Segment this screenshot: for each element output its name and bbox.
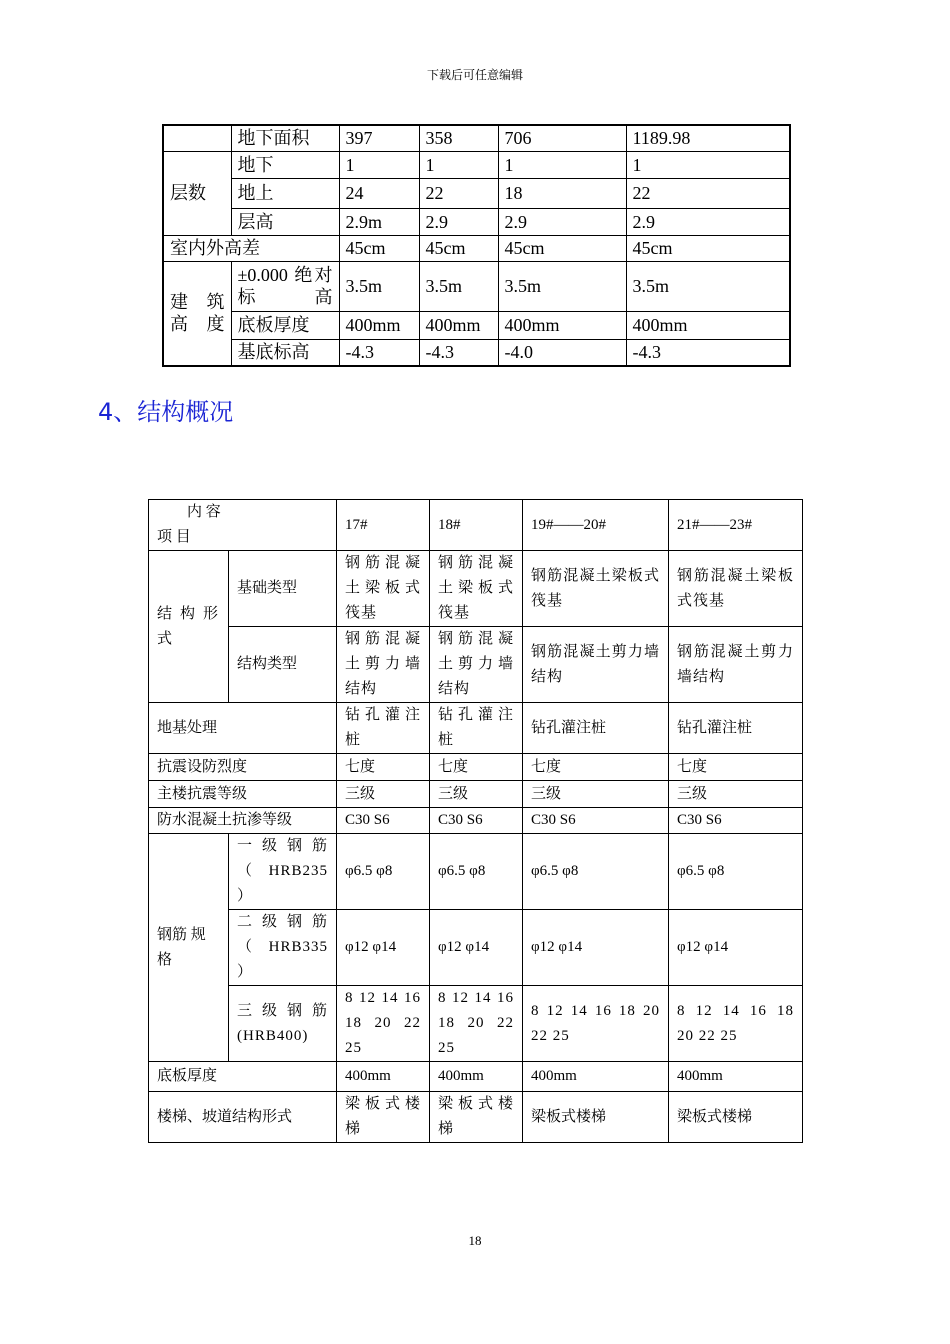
table-cell: 397 <box>339 125 419 151</box>
table-row <box>149 986 803 1062</box>
table-row <box>149 1062 803 1092</box>
table-cell: 2.9 <box>498 208 626 235</box>
page-number: 18 <box>468 1233 482 1248</box>
row-label: 楼梯、坡道结构形式 <box>149 1092 337 1143</box>
table-cell: 梁板式楼梯 <box>337 1092 430 1143</box>
table-cell: C30 S6 <box>337 808 430 834</box>
table-cell: φ6.5 φ8 <box>523 834 669 910</box>
table-cell: 24 <box>339 178 419 208</box>
table-cell: 七度 <box>337 754 430 781</box>
table-row <box>149 781 803 808</box>
table-cell <box>163 125 231 151</box>
table-header-row <box>149 500 803 551</box>
table-cell: 钢筋混凝土剪力墙结构 <box>430 627 523 703</box>
row-label: 底板厚度 <box>149 1062 337 1092</box>
table-cell: 400mm <box>626 311 790 339</box>
table-cell: 706 <box>498 125 626 151</box>
table-row <box>149 627 803 703</box>
table-cell: 8 12 14 16 18 20 22 25 <box>337 986 430 1062</box>
row-label: ±0.000 绝对标高 <box>231 261 339 311</box>
table-cell: 22 <box>626 178 790 208</box>
table-cell: 3.5m <box>419 261 498 311</box>
building-parameters-table <box>162 124 791 367</box>
table-cell: 三级 <box>337 781 430 808</box>
table-cell: -4.3 <box>419 339 498 366</box>
table-cell: 三级 <box>669 781 803 808</box>
column-header: 18# <box>430 500 523 551</box>
table-cell: 358 <box>419 125 498 151</box>
group-label: 结 构 形 式 <box>149 551 229 703</box>
row-label: 地下面积 <box>231 125 339 151</box>
corner-top-label: 内 容 <box>187 504 221 520</box>
table-cell: 七度 <box>430 754 523 781</box>
table-row <box>149 808 803 834</box>
row-label: 主楼抗震等级 <box>149 781 337 808</box>
table-cell: 钢筋混凝土剪力墙结构 <box>669 627 803 703</box>
corner-bottom-label: 项 目 <box>157 529 191 545</box>
table-cell: 2.9 <box>626 208 790 235</box>
table-cell: 钢筋混凝土梁板式筏基 <box>523 551 669 627</box>
table-cell: 400mm <box>419 311 498 339</box>
table-cell: 钢筋混凝土剪力墙结构 <box>523 627 669 703</box>
table-cell: 2.9m <box>339 208 419 235</box>
table-cell: 钻孔灌注桩 <box>523 703 669 754</box>
table-cell: φ6.5 φ8 <box>669 834 803 910</box>
table-cell: 3.5m <box>498 261 626 311</box>
row-label: 抗震设防烈度 <box>149 754 337 781</box>
table-cell: φ12 φ14 <box>523 910 669 986</box>
row-label: 一 级 钢 筋 （ HRB235 ） <box>229 834 337 910</box>
page-header: 下载后可任意编辑 <box>426 68 523 82</box>
table-row <box>149 703 803 754</box>
group-label: 建 筑 高度 <box>163 261 231 366</box>
table-cell: 1 <box>339 151 419 178</box>
table-cell: 45cm <box>419 235 498 261</box>
table-cell: C30 S6 <box>430 808 523 834</box>
table-cell: 钢筋混凝土梁板式筏基 <box>430 551 523 627</box>
table-cell: C30 S6 <box>669 808 803 834</box>
table-cell: 七度 <box>523 754 669 781</box>
table-cell: 钢筋混凝土梁板式筏基 <box>669 551 803 627</box>
table-cell: 400mm <box>498 311 626 339</box>
row-label: 地上 <box>231 178 339 208</box>
table-cell: 梁板式楼梯 <box>430 1092 523 1143</box>
table-cell: 45cm <box>498 235 626 261</box>
table-cell: φ12 φ14 <box>337 910 430 986</box>
table-cell: 400mm <box>337 1062 430 1092</box>
table-row <box>163 235 790 261</box>
table-cell: 400mm <box>430 1062 523 1092</box>
row-label: 结构类型 <box>229 627 337 703</box>
table-cell: φ12 φ14 <box>669 910 803 986</box>
table-cell: φ6.5 φ8 <box>337 834 430 910</box>
row-label: 基础类型 <box>229 551 337 627</box>
row-label: 防水混凝土抗渗等级 <box>149 808 337 834</box>
table-cell: 400mm <box>669 1062 803 1092</box>
group-label: 层数 <box>163 151 231 235</box>
column-header: 19#——20# <box>523 500 669 551</box>
table-row <box>163 151 790 178</box>
table-row <box>163 125 790 151</box>
table-cell: 梁板式楼梯 <box>669 1092 803 1143</box>
table-cell: 钻孔灌注桩 <box>430 703 523 754</box>
row-label: 二 级 钢 筋 （ HRB335 ） <box>229 910 337 986</box>
row-label: 底板厚度 <box>231 311 339 339</box>
table-row <box>163 208 790 235</box>
table-row <box>163 178 790 208</box>
row-label: 层高 <box>231 208 339 235</box>
table-cell: 22 <box>419 178 498 208</box>
row-label: 地基处理 <box>149 703 337 754</box>
table-cell: 2.9 <box>419 208 498 235</box>
column-header: 21#——23# <box>669 500 803 551</box>
table-cell: 8 12 14 16 18 20 22 25 <box>523 986 669 1062</box>
table-cell: 400mm <box>523 1062 669 1092</box>
row-label: 三 级 钢 筋 (HRB400) <box>229 986 337 1062</box>
row-label: 基底标高 <box>231 339 339 366</box>
table-cell: 1 <box>498 151 626 178</box>
table-row <box>149 910 803 986</box>
table-cell: -4.0 <box>498 339 626 366</box>
table-row <box>163 339 790 366</box>
table-row <box>163 261 790 311</box>
table-cell: 梁板式楼梯 <box>523 1092 669 1143</box>
table-row <box>163 311 790 339</box>
table-cell: 1189.98 <box>626 125 790 151</box>
table-cell: φ6.5 φ8 <box>430 834 523 910</box>
row-label: 地下 <box>231 151 339 178</box>
table-cell: 1 <box>419 151 498 178</box>
table-cell: φ12 φ14 <box>430 910 523 986</box>
table-row <box>149 1092 803 1143</box>
table-cell: -4.3 <box>339 339 419 366</box>
table-cell: 钻孔灌注桩 <box>669 703 803 754</box>
table-cell: 8 12 14 16 18 20 22 25 <box>669 986 803 1062</box>
table-cell: 18 <box>498 178 626 208</box>
table-cell: -4.3 <box>626 339 790 366</box>
group-label: 钢筋 规格 <box>149 834 229 1062</box>
table-cell: 45cm <box>626 235 790 261</box>
table-row <box>149 754 803 781</box>
row-label: 室内外高差 <box>163 235 339 261</box>
table-cell: 钻孔灌注桩 <box>337 703 430 754</box>
table-cell: 钢筋混凝土剪力墙结构 <box>337 627 430 703</box>
table-cell: C30 S6 <box>523 808 669 834</box>
section-heading: 4、结构概况 <box>98 398 234 426</box>
table-cell: 400mm <box>339 311 419 339</box>
table-row <box>149 834 803 910</box>
table-cell: 七度 <box>669 754 803 781</box>
table-cell: 钢筋混凝土梁板式筏基 <box>337 551 430 627</box>
table-cell: 45cm <box>339 235 419 261</box>
table-cell: 8 12 14 16 18 20 22 25 <box>430 986 523 1062</box>
column-header: 17# <box>337 500 430 551</box>
table-row <box>149 551 803 627</box>
corner-header <box>149 500 337 551</box>
table-cell: 三级 <box>523 781 669 808</box>
table-cell: 3.5m <box>339 261 419 311</box>
table-cell: 3.5m <box>626 261 790 311</box>
table-cell: 三级 <box>430 781 523 808</box>
table-cell: 1 <box>626 151 790 178</box>
structure-overview-table <box>148 499 803 1143</box>
